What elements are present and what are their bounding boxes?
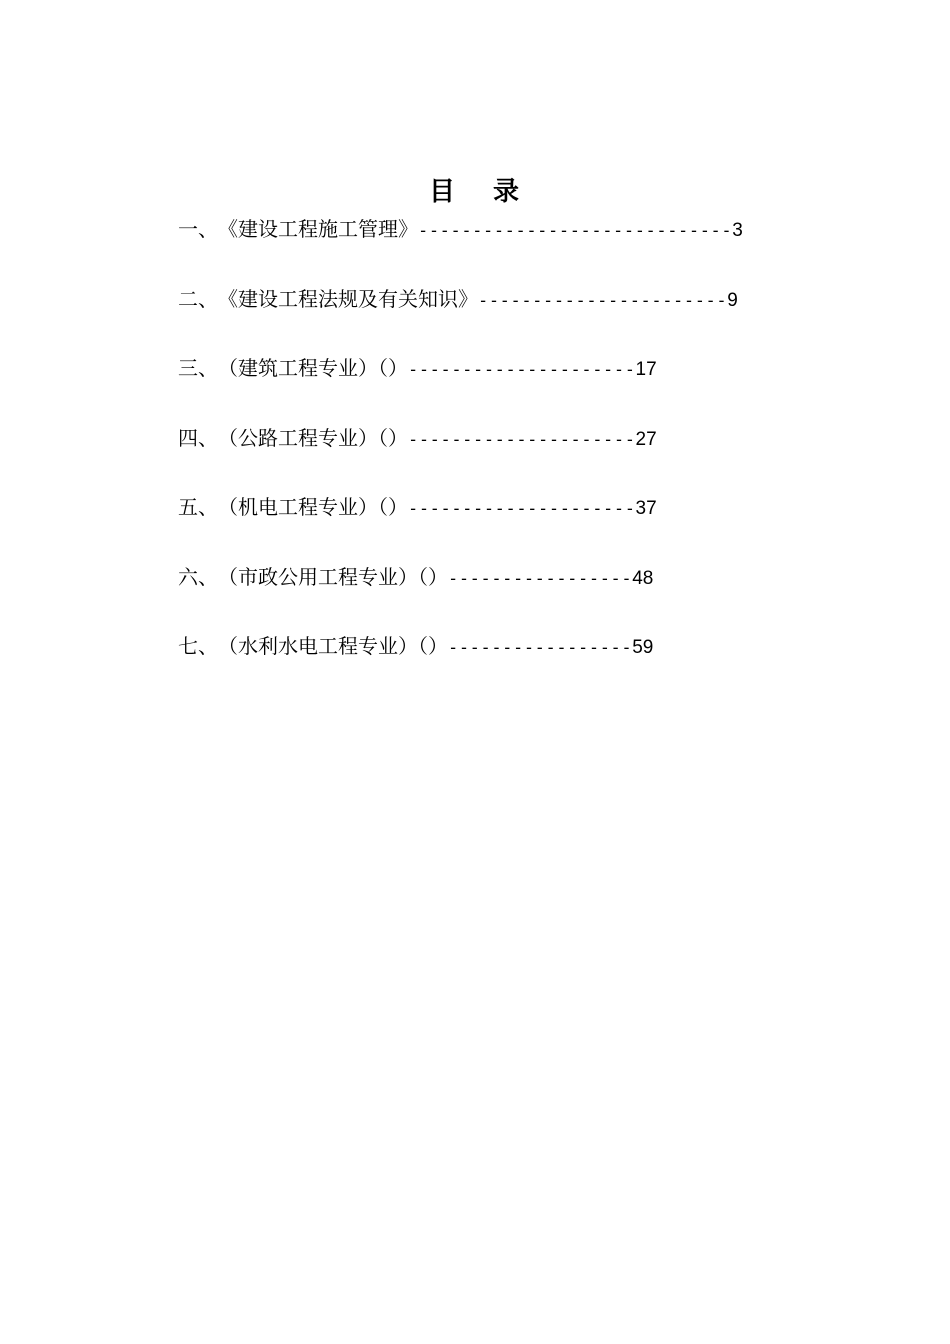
toc-entry-page: 17 [635,359,657,380]
toc-entry-1[interactable] [178,214,743,244]
toc-entry-page: 37 [635,498,657,519]
toc-entry-label: 《建设工程法规及有关知识》 [218,287,478,311]
toc-entry-page: 3 [732,220,743,241]
toc-entry-number: 五、 [178,495,218,519]
toc-entry-number: 二、 [178,287,218,311]
toc-entry-6[interactable] [178,562,653,592]
toc-entry-page: 59 [632,637,654,658]
toc-entry-label: （水利水电工程专业）（） [218,634,448,658]
toc-entry-label: （机电工程专业）（） [218,495,408,519]
toc-entry-7[interactable] [178,631,653,661]
toc-entry-leader: ----------------------- [478,291,728,311]
toc-entry-page: 48 [632,568,654,589]
toc-entry-5[interactable] [178,492,657,522]
toc-entry-leader: --------------------- [408,499,636,519]
toc-entry-number: 六、 [178,565,218,589]
toc-entry-number: 三、 [178,356,218,380]
toc-entry-label: 《建设工程施工管理》 [218,217,418,241]
toc-entry-page: 27 [635,429,657,450]
toc-entry-leader: ----------------- [448,638,633,658]
toc-entry-leader: ----------------- [448,569,633,589]
toc-entry-label: （公路工程专业）（） [218,426,408,450]
toc-entry-number: 一、 [178,217,218,241]
toc-entry-page: 9 [727,290,738,311]
toc-entry-number: 四、 [178,426,218,450]
toc-entry-leader: ----------------------------- [418,221,733,241]
title-char-2: 录 [493,177,522,207]
toc-entry-leader: --------------------- [408,430,636,450]
toc-entry-number: 七、 [178,634,218,658]
toc-entry-label: （市政公用工程专业）（） [218,565,448,589]
toc-entry-leader: --------------------- [408,360,636,380]
toc-entry-label: （建筑工程专业）（） [218,356,408,380]
toc-entry-4[interactable] [178,423,657,453]
toc-entry-2[interactable] [178,284,738,314]
title-char-1: 目 [428,177,457,207]
toc-entry-3[interactable] [178,353,657,383]
